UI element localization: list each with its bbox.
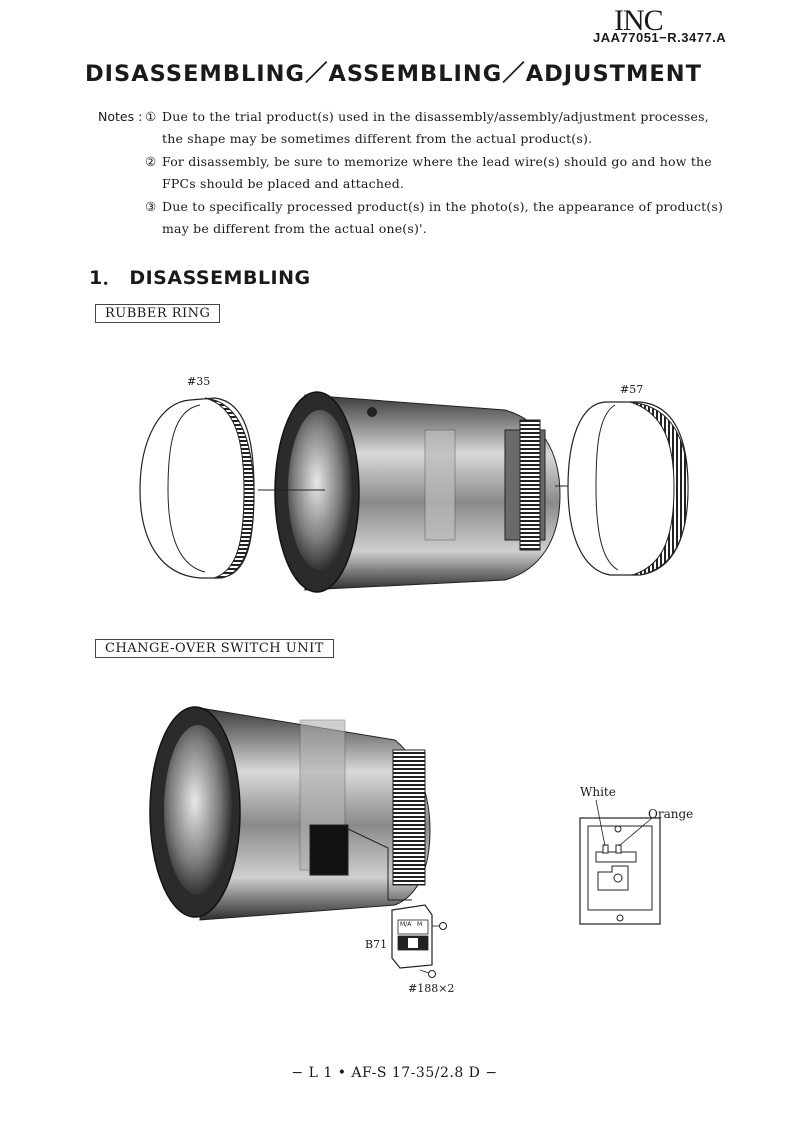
callout-188: #188×2	[408, 982, 455, 995]
note-1-line-2: the shape may be sometimes different from the actual product(s).	[162, 131, 593, 146]
figure-switch-unit-label: CHANGE-OVER SWITCH UNIT	[95, 639, 334, 658]
section-title: 1． DISASSEMBLING	[89, 267, 311, 289]
note-2-line-2: FPCs should be placed and attached.	[162, 176, 405, 191]
note-2-line-1: For disassembly, be sure to memorize where the lead wire(s) should go and how the	[162, 154, 712, 169]
callout-b71: B71	[365, 938, 388, 951]
header-logo: INC	[614, 4, 663, 37]
callout-white: White	[580, 785, 616, 799]
switch-unit-b71	[392, 905, 447, 978]
switch-label-m: M	[417, 921, 423, 928]
note-3-line-2: may be different from the actual one(s)'.	[162, 221, 427, 236]
callout-35: #35	[187, 375, 211, 388]
figure-rubber-ring-label: RUBBER RING	[95, 304, 220, 323]
callout-orange: Orange	[648, 807, 694, 821]
document-code: JAA77051−R.3477.A	[593, 30, 727, 45]
note-3-marker: ③	[145, 199, 157, 214]
switch-label-ma: M/A	[400, 921, 412, 928]
note-2-marker: ②	[145, 154, 157, 169]
page-title: DISASSEMBLING／ASSEMBLING／ADJUSTMENT	[85, 61, 702, 87]
note-1-marker: ①	[145, 109, 157, 124]
notes-label: Notes :	[98, 109, 143, 124]
page-footer: − L 1 • AF-S 17-35/2.8 D −	[291, 1065, 498, 1081]
callout-57: #57	[620, 383, 644, 396]
note-3-line-1: Due to specifically processed product(s) in the photo(s), the appearance of product(s)	[162, 199, 724, 214]
note-1-line-1: Due to the trial product(s) used in the disassembly/assembly/adjustment processes,	[162, 109, 709, 124]
